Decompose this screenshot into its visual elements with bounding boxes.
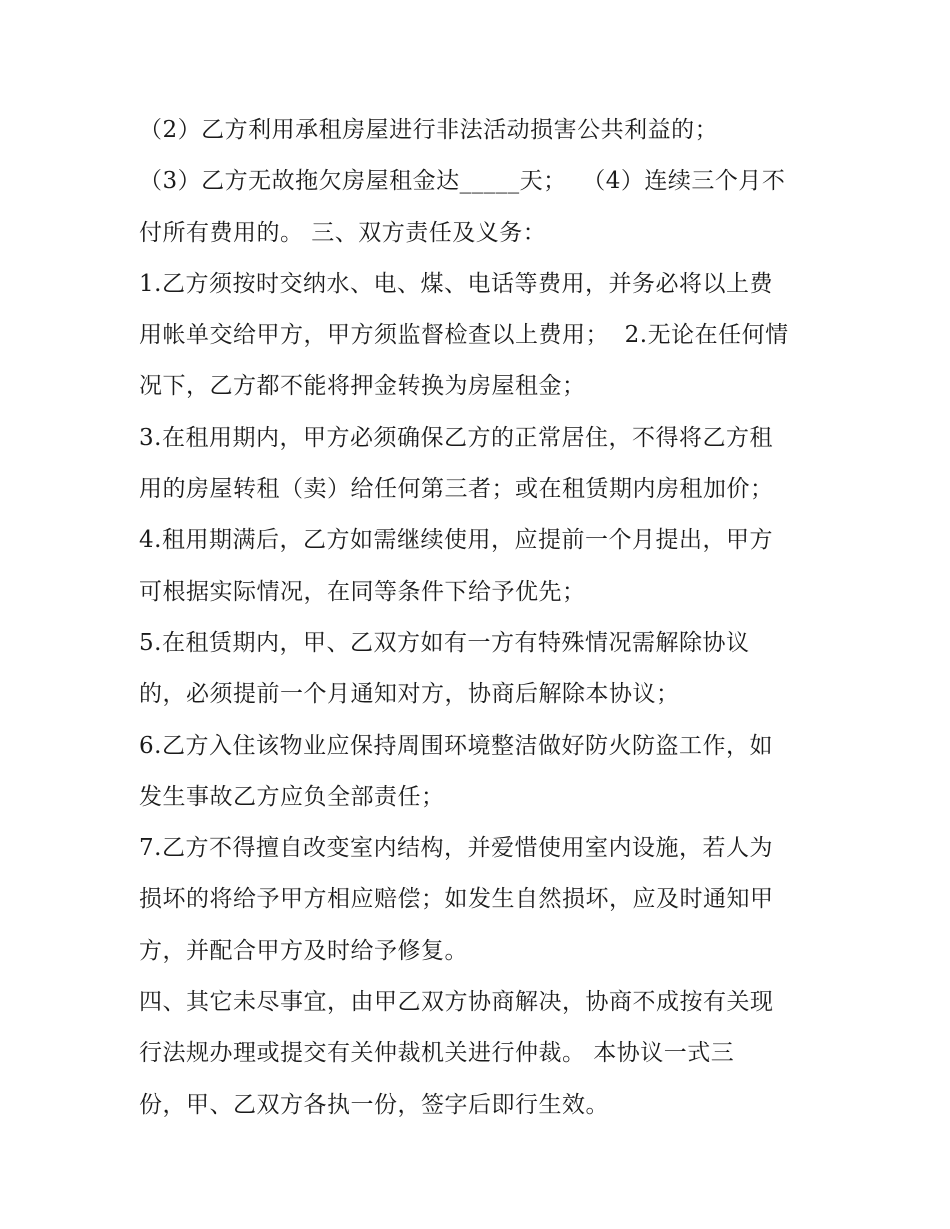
text-line: 5.在租赁期内，甲、乙双方如有一方有特殊情况需解除协议 (139, 629, 750, 656)
text-line: 用的房屋转租（卖）给任何第三者；或在租赁期内房租加价； (139, 476, 774, 503)
text-line: 的，必须提前一个月通知对方，协商后解除本协议； (139, 681, 680, 708)
text-line: 7.乙方不得擅自改变室内结构，并爱惜使用室内设施，若人为 (139, 835, 773, 862)
text-line: 发生事故乙方应负全部责任； (139, 783, 445, 810)
text-line: 损坏的将给予甲方相应赔偿；如发生自然损坏，应及时通知甲 (139, 886, 774, 913)
text-line: 付所有费用的。 三、双方责任及义务： (139, 219, 547, 246)
text-line: 用帐单交给甲方，甲方须监督检查以上费用； 2.无论在任何情 (139, 322, 789, 349)
text-line: 行法规办理或提交有关仲裁机关进行仲裁。 本协议一式三 (139, 1040, 735, 1067)
text-line: （2）乙方利用承租房屋进行非法活动损害公共利益的； (139, 117, 719, 143)
text-line: 况下，乙方都不能将押金转换为房屋租金； (139, 373, 586, 400)
text-line: 四、其它未尽事宜，由甲乙双方协商解决，协商不成按有关现 (139, 989, 774, 1016)
text-line: 1.乙方须按时交纳水、电、煤、电话等费用，并务必将以上费 (139, 270, 773, 297)
text-line: 3.在租用期内，甲方必须确保乙方的正常居住，不得将乙方租 (139, 424, 773, 451)
document-body (139, 105, 819, 1131)
text-line: 份，甲、乙双方各执一份，签字后即行生效。 (139, 1091, 609, 1118)
text-line: 4.租用期满后，乙方如需继续使用，应提前一个月提出，甲方 (139, 527, 773, 554)
text-line: 6.乙方入住该物业应保持周围环境整洁做好防火防盗工作，如 (139, 732, 773, 759)
text-line: 方，并配合甲方及时给予修复。 (139, 937, 468, 964)
text-line: （3）乙方无故拖欠房屋租金达_____天； （4）连续三个月不 (139, 168, 786, 195)
text-line: 可根据实际情况，在同等条件下给予优先； (139, 578, 586, 605)
